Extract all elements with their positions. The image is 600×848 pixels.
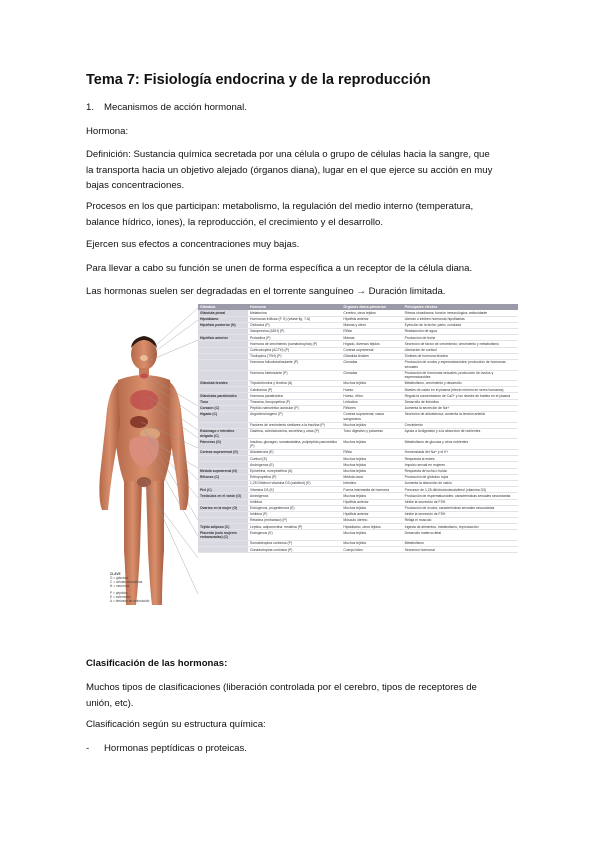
legend-item: A = derivado de aminoácido	[110, 599, 150, 603]
table-cell: Melatonina	[248, 310, 341, 316]
table-cell: Oxitocina (P)	[248, 322, 341, 328]
table-cell: Gastrina, colecistocinina, secretina y otras (P)	[248, 428, 341, 439]
classification-paragraph	[86, 680, 526, 711]
table-cell: Secreción de aldosterona; aumenta la tensión arterial	[403, 412, 518, 423]
bullet-text: Hormonas peptídicas o proteicas.	[104, 743, 247, 754]
table-cell: Muchos tejidos	[341, 505, 402, 511]
table-cell: Estrógenos (E)	[248, 530, 341, 541]
table-row	[198, 370, 518, 381]
table-cell: Producción de óvulos; características sexuales secundarias	[403, 505, 518, 511]
degradation-sentence: Las hormonas suelen ser degradadas en el torrente sanguíneo → Duración limitada.	[86, 286, 446, 297]
table-cell: Ayuda a la digestión y a la absorción de nutrientes	[403, 428, 518, 439]
table-cell: Corticotropina (ACTH) (P)	[248, 347, 341, 353]
table-cell: Glándula pineal	[198, 310, 248, 316]
table-row	[198, 439, 518, 450]
table-cell: Estómago e intestino delgado (C)	[198, 428, 248, 439]
table-cell: Metabolismo, crecimiento y desarrollo	[403, 381, 518, 387]
table-header: Hormona	[248, 304, 341, 310]
hormone-table	[198, 304, 518, 553]
table-cell: Cortisol (E)	[248, 456, 341, 462]
table-cell: Timo	[198, 399, 248, 405]
table-cell: Triyodotironina y tiroxina (A)	[248, 381, 341, 387]
endocrine-figure	[86, 300, 518, 618]
table-header: Principales efectos	[403, 304, 518, 310]
hormona-label: Hormona:	[86, 126, 129, 137]
table-cell: Intestino	[341, 480, 402, 486]
structure-sentence: Clasificación según su estructura química:	[86, 719, 266, 730]
table-cell: Reabsorción de agua	[403, 328, 518, 334]
table-row	[198, 412, 518, 423]
legend-item: P = péptidos	[110, 591, 128, 595]
table-cell: Producción de leche	[403, 335, 518, 341]
table-cell: Hipófisis anterior	[198, 335, 248, 341]
table-cell: Epinefrina, norepinefrina (A)	[248, 468, 341, 474]
table-cell: Glándula tiroides	[341, 353, 402, 359]
section-number: 1.	[86, 102, 95, 113]
table-cell: Glándulas paratiroides	[198, 393, 248, 399]
table-cell: Ritmos circadianos; función inmunológica; antioxidante	[403, 310, 518, 316]
table-cell: Hipotálamo	[198, 316, 248, 322]
table-cell: Respuesta al estrés	[403, 456, 518, 462]
table-cell: 1,25 Dihidroxi vitamina D3 (calcitriol) (E)	[248, 480, 341, 486]
table-cell: Médula suprarrenal (N)	[198, 468, 248, 474]
table-cell: Cuerpo lúteo	[341, 547, 402, 553]
table-cell: Desarrollo materno-fetal	[403, 530, 518, 541]
table-cell: Muchos tejidos	[341, 381, 402, 387]
table-cell: Niveles de calcio en el plasma (efecto mínimo en seres humanos)	[403, 387, 518, 393]
table-cell: Producción de espermatozoides; características sexuales secundarias	[403, 493, 518, 499]
table-row	[198, 530, 518, 541]
table-cell: Hipófisis anterior	[341, 499, 402, 505]
table-cell: Tejido adiposo (C)	[198, 524, 248, 530]
table-cell: Aldosterona (E)	[248, 450, 341, 456]
table-cell: Muchos tejidos	[341, 530, 402, 541]
table-cell: Homeostasis del Na+ y el K+	[403, 450, 518, 456]
definition-line: Definición: Sustancia química secretada por una célula o grupo de células hacia la sangre, que	[86, 149, 490, 160]
legend-title: CLAVE	[110, 572, 121, 576]
table-cell: Impulso sexual en mujeres	[403, 462, 518, 468]
table-cell: Médula ósea	[341, 474, 402, 480]
table-cell: Corteza suprarrenal	[341, 347, 402, 353]
table-cell: Hígado (C)	[198, 412, 248, 423]
table-row	[198, 547, 518, 553]
table-cell: Testículos en el varón (G)	[198, 493, 248, 499]
table-cell: Regula la concentración de Ca2+ y los niveles de fosfato en el plasma	[403, 393, 518, 399]
table-cell: Riñón	[341, 328, 402, 334]
legend-item: C = células endocrinas	[110, 580, 143, 584]
table-header: Órganos diana primarios	[341, 304, 402, 310]
table-cell: Liberan o inhiben hormonas hipofisarias	[403, 316, 518, 322]
table-cell: Hueso	[341, 387, 402, 393]
hormone-table-body	[198, 310, 518, 553]
legend-item: E = esteroides	[110, 595, 131, 599]
table-row	[198, 359, 518, 370]
table-cell: Prolactina (P)	[248, 335, 341, 341]
table-cell: Hormona luteinizante (P)	[248, 370, 341, 381]
table-cell: Muchos tejidos	[341, 439, 402, 450]
table-cell: Aumenta la absorción de calcio	[403, 480, 518, 486]
section-heading	[86, 100, 516, 116]
table-cell: Vasopresina (ADH) (P)	[248, 328, 341, 334]
table-cell: Músculo uterino	[341, 518, 402, 524]
table-cell: Liberación de cortisol	[403, 347, 518, 353]
table-cell: Hipófisis posterior (N)	[198, 322, 248, 328]
table-header: Glándula	[198, 304, 248, 310]
table-cell: Respuesta de lucha o huida	[403, 468, 518, 474]
table-cell: Ingesta de alimentos, metabolismo, reproducción	[403, 524, 518, 530]
table-cell: Muchos tejidos	[341, 468, 402, 474]
table-cell: Riñones (C)	[198, 474, 248, 480]
table-cell: Eyección de la leche; parto; conducta	[403, 322, 518, 328]
table-cell: Ovarios en la mujer (G)	[198, 505, 248, 511]
table-cell: Producción de hormonas sexuales; producción de óvulos y espermatozoides	[403, 370, 518, 381]
table-cell: Metabolismo de glucosa y otros nutrientes	[403, 439, 518, 450]
table-cell: Inhibina	[248, 499, 341, 505]
table-cell: Tubo digestivo y páncreas	[341, 428, 402, 439]
processes-line: balance hídrico, iones), la reproducción, el crecimiento y el desarrollo.	[86, 216, 384, 228]
table-cell: Mamas y útero	[341, 322, 402, 328]
figure-legend	[110, 572, 149, 603]
classification-line: Muchos tipos de clasificaciones (liberación controlada por el cerebro, tipos de receptores de	[86, 682, 477, 693]
table-cell: Inhibe la secreción de FSH	[403, 511, 518, 517]
table-cell: Hipófisis anterior	[341, 511, 402, 517]
human-body-illustration	[86, 300, 198, 618]
table-cell: Crecimiento	[403, 422, 518, 428]
table-cell: Factores de crecimiento similares a la insulina (P)	[248, 422, 341, 428]
table-cell	[198, 370, 248, 381]
table-cell: Muchos tejidos	[341, 541, 402, 547]
table-cell: Producción de glóbulos rojos	[403, 474, 518, 480]
table-cell: Glándula tiroides	[198, 381, 248, 387]
table-cell: Corazón (C)	[198, 405, 248, 411]
table-cell: Síntesis de hormona tiroidea	[403, 353, 518, 359]
table-cell	[198, 359, 248, 370]
table-cell: Corteza suprarrenal, vasos sanguíneos	[341, 412, 402, 423]
table-cell: Metabolismo	[403, 541, 518, 547]
table-cell: Hipófisis anterior	[341, 316, 402, 322]
table-cell: Páncreas (G)	[198, 439, 248, 450]
table-cell	[198, 547, 248, 553]
table-cell: Hormona foliculoestimulante (P)	[248, 359, 341, 370]
table-cell: Cerebro, otros tejidos	[341, 310, 402, 316]
table-row	[198, 428, 518, 439]
table-cell: Hormona de crecimiento (somatotropina) (P)	[248, 341, 341, 347]
table-cell: Angiotensinógeno (P)	[248, 412, 341, 423]
table-cell: Leptina, adiponectina, resistina (P)	[248, 524, 341, 530]
table-cell: Inhibe la secreción de FSH	[403, 499, 518, 505]
table-cell: Muchos tejidos	[341, 493, 402, 499]
classification-heading: Clasificación de las hormonas:	[86, 658, 228, 669]
definition-line: bajas concentraciones.	[86, 180, 185, 191]
processes-paragraph	[86, 199, 526, 230]
table-cell: Muchos tejidos	[341, 422, 402, 428]
table-cell: Eritropoyetina (P)	[248, 474, 341, 480]
table-cell: Gónadas	[341, 359, 402, 370]
table-cell: Piel (C)	[198, 487, 248, 493]
table-cell: Forma intermedia de hormona	[341, 487, 402, 493]
table-cell: Relaja el músculo	[403, 518, 518, 524]
definition-paragraph	[86, 147, 526, 194]
table-cell: Gonadotropina coriónica (P)	[248, 547, 341, 553]
table-cell: Andrógenos	[248, 493, 341, 499]
table-cell: Secreción de factor de crecimiento; crecimiento y metabolismo	[403, 341, 518, 347]
table-cell: Corteza suprarrenal (G)	[198, 450, 248, 456]
table-cell: Relaxina (embarazo) (P)	[248, 518, 341, 524]
table-cell: Linfocitos	[341, 399, 402, 405]
table-cell: Hueso, riñón	[341, 393, 402, 399]
classification-line: unión, etc).	[86, 697, 134, 709]
table-cell: Gónadas	[341, 370, 402, 381]
table-cell: Hipotálamo, otros tejidos	[341, 524, 402, 530]
table-cell: Somatotropina coriónica (P)	[248, 541, 341, 547]
table-cell: Muchos tejidos	[341, 456, 402, 462]
effects-sentence: Ejercen sus efectos a concentraciones muy bajas.	[86, 239, 300, 250]
table-cell: Hígado, diversos tejidos	[341, 341, 402, 347]
table-cell: Placenta (solo mujeres embarazadas) (C)	[198, 530, 248, 541]
processes-line: Procesos en los que participan: metabolismo, la regulación del medio interno (temperatura,	[86, 201, 474, 212]
table-cell: Secreción hormonal	[403, 547, 518, 553]
table-cell: Estrógenos, progesterona (E)	[248, 505, 341, 511]
table-cell: Inhibina (P)	[248, 511, 341, 517]
bullet-item	[86, 741, 516, 757]
table-cell: Andrógenos (E)	[248, 462, 341, 468]
table-cell: Desarrollo de linfocitos	[403, 399, 518, 405]
section-title: Mecanismos de acción hormonal.	[104, 102, 247, 113]
legend-item: N = neuronas	[110, 584, 130, 588]
table-cell: Timosina, timopoyetina (P)	[248, 399, 341, 405]
table-cell: Riñón	[341, 450, 402, 456]
table-cell: Riñones	[341, 405, 402, 411]
table-cell: Péptido natriurético auricular (P)	[248, 405, 341, 411]
table-cell: Aumenta la secreción de Na+	[403, 405, 518, 411]
definition-line: la transporta hacia un objetivo alejado (órganos diana), lugar en el que ejerce su acción en muy	[86, 164, 493, 176]
table-cell: Mamas	[341, 335, 402, 341]
legend-item: G = glándula	[110, 576, 129, 580]
bullet-dash: -	[86, 743, 90, 754]
table-cell: Hormonas tróficas (F. K) (véase fig. 7-6)	[248, 316, 341, 322]
page-title: Tema 7: Fisiología endocrina y de la reproducción	[86, 72, 431, 88]
table-cell: Tirotropina (TSH) (P)	[248, 353, 341, 359]
table-cell: Precursor de 1,25-dihidroxicolecalciferol (vitamina D3)	[403, 487, 518, 493]
table-cell: Vitamina D3 (E)	[248, 487, 341, 493]
table-cell: Muchos tejidos	[341, 462, 402, 468]
receptor-sentence: Para llevar a cabo su función se unen de forma específica a un receptor de la célula diana.	[86, 263, 473, 274]
table-cell: Calcitonina (P)	[248, 387, 341, 393]
table-cell: Hormona paratiroidea	[248, 393, 341, 399]
table-cell: Producción de ovulos y espermatozoides; producción de hormonas sexuales	[403, 359, 518, 370]
table-cell: Insulina, glucagón, somatostatina, polipéptido pancreático (P)	[248, 439, 341, 450]
